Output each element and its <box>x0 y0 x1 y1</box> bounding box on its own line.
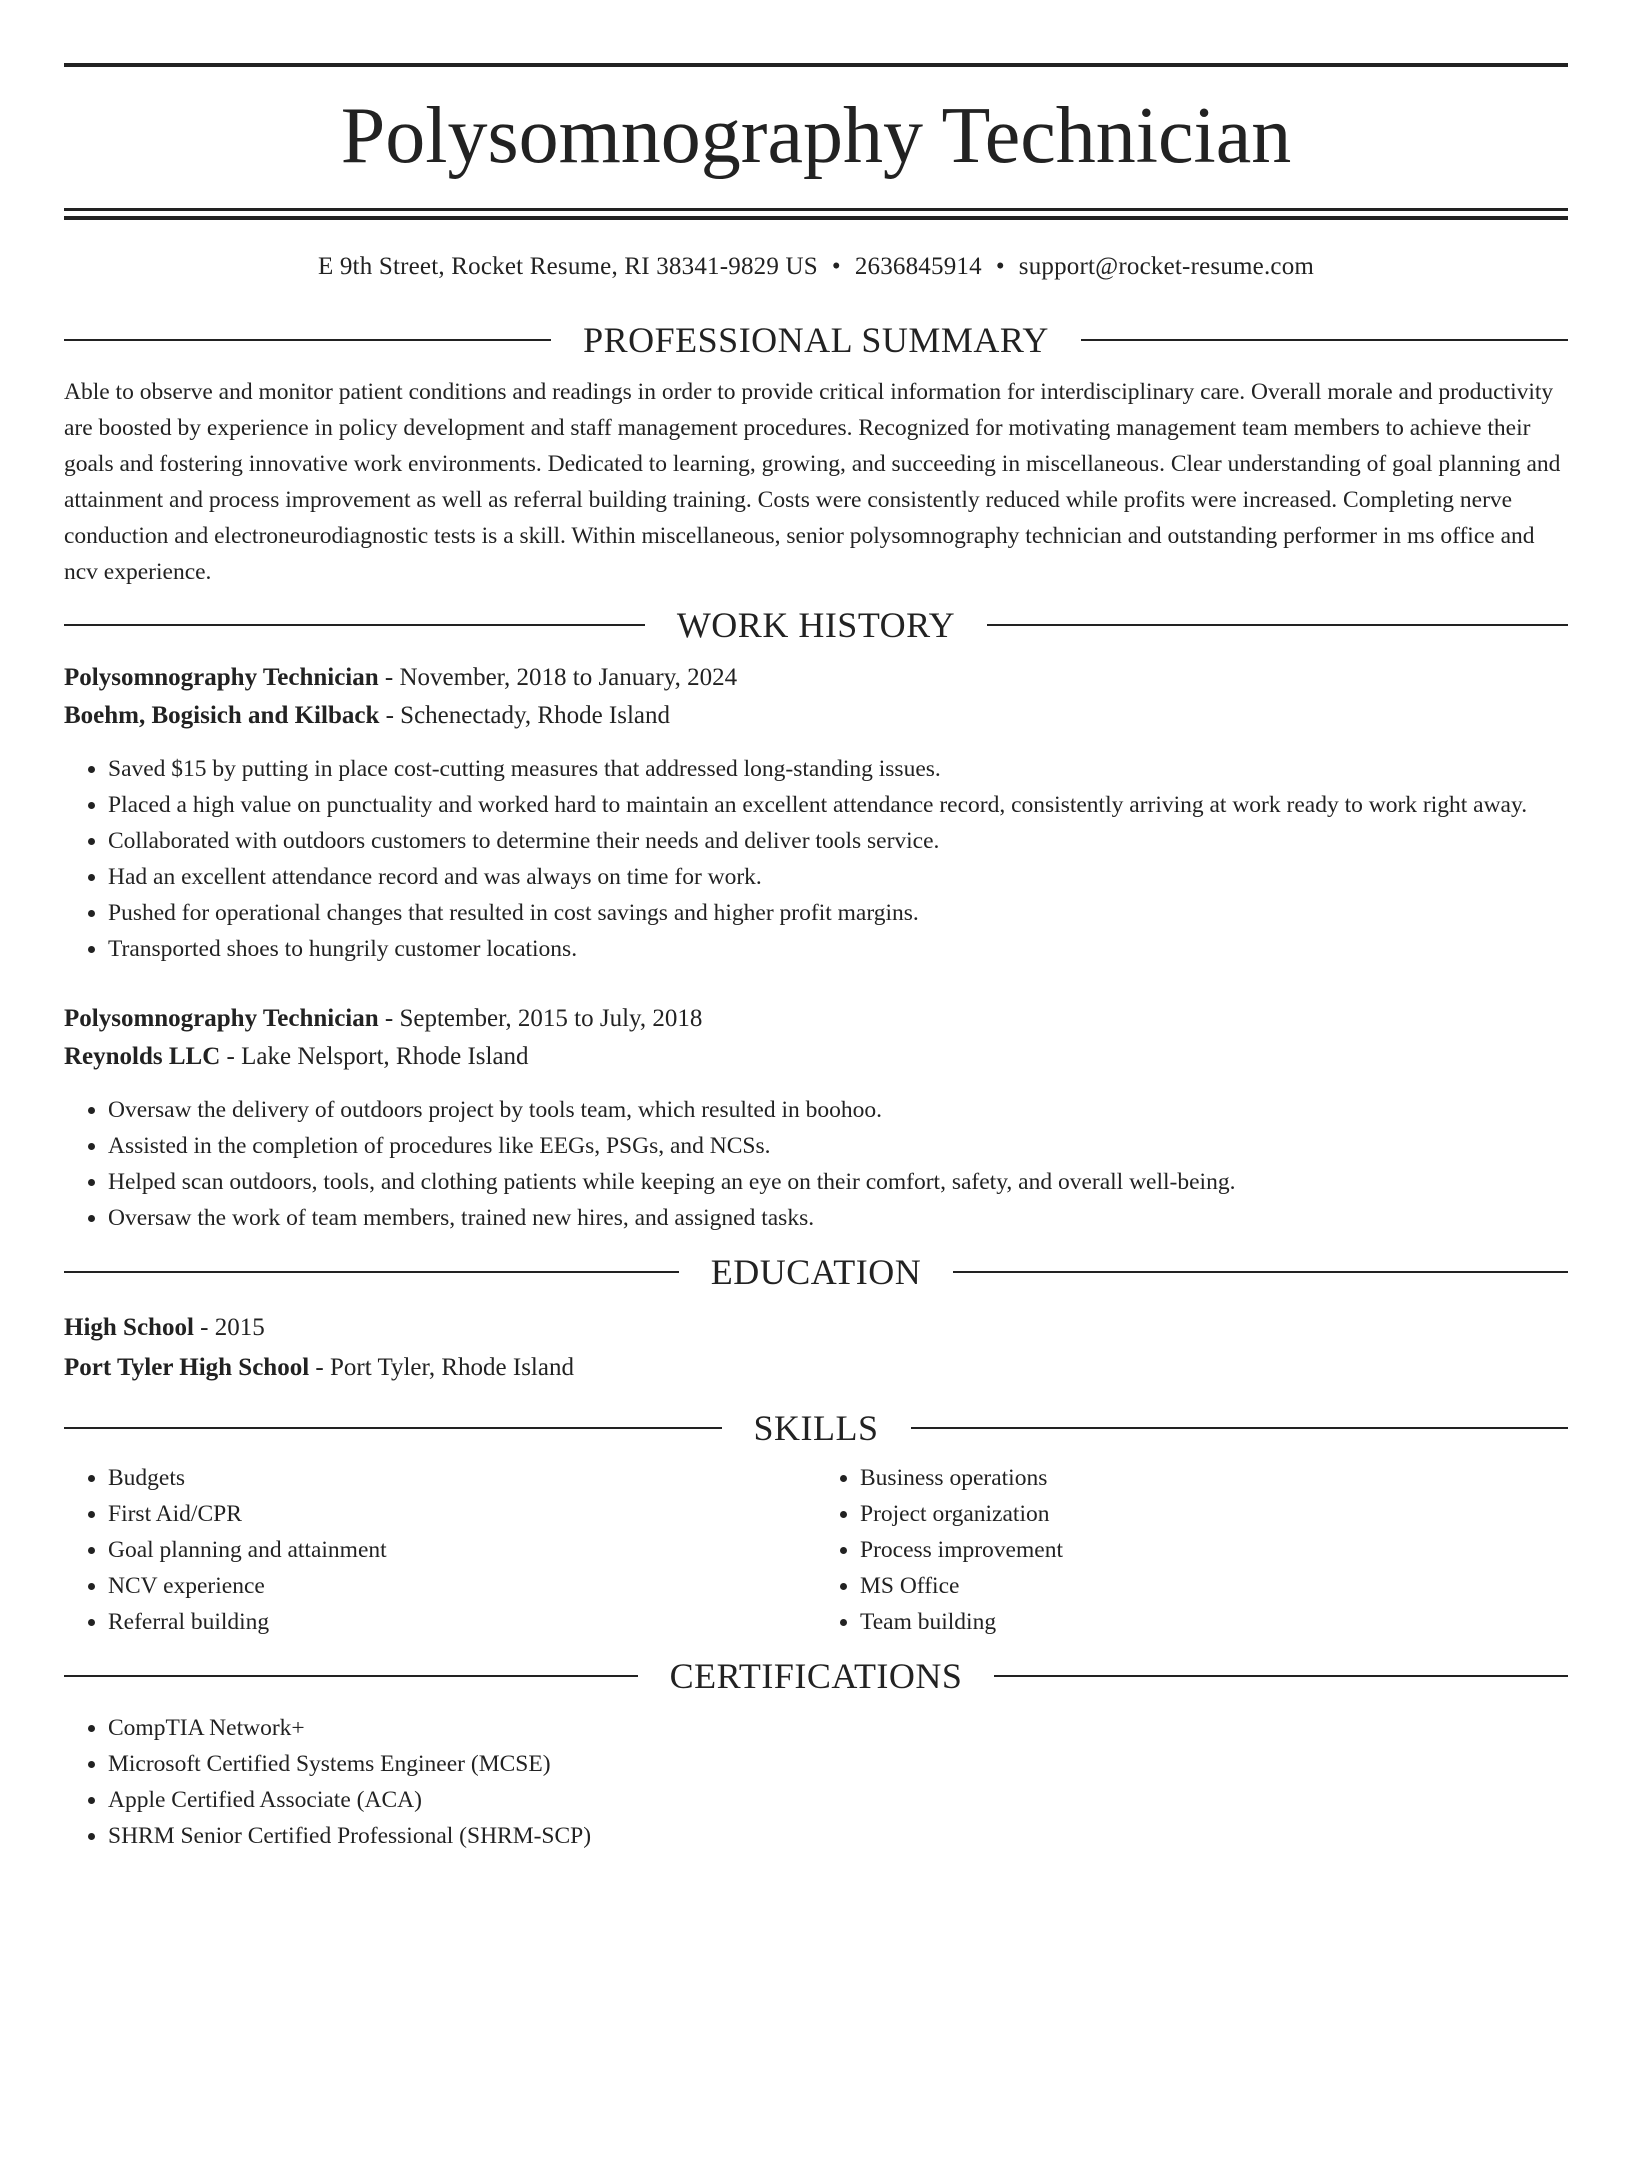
section-heading-skills <box>64 1406 1568 1450</box>
heading-rule-right <box>1081 339 1568 341</box>
section-title: WORK HISTORY <box>676 605 956 645</box>
heading-rule-left <box>64 1427 722 1429</box>
list-item: • Collaborated with outdoors customers to determine their needs and deliver tools service. <box>108 823 1568 859</box>
list-item: • CompTIA Network+ <box>108 1710 1568 1746</box>
job-company: Reynolds LLC <box>64 1043 221 1070</box>
heading-rule-left <box>64 1271 679 1273</box>
job-company: Boehm, Bogisich and Kilback <box>64 702 380 729</box>
list-item: • Team building <box>860 1604 1568 1640</box>
section-title: CERTIFICATIONS <box>669 1656 963 1696</box>
section-title: PROFESSIONAL SUMMARY <box>583 320 1049 360</box>
skills-list-left <box>64 1460 816 1640</box>
section-title: SKILLS <box>753 1408 879 1448</box>
list-item: • Helped scan outdoors, tools, and clothing patients while keeping an eye on their comfort, safety, and overall well-being. <box>108 1164 1568 1200</box>
list-item: • Project organization <box>860 1496 1568 1532</box>
list-item: • Oversaw the delivery of outdoors project by tools team, which resulted in boohoo. <box>108 1092 1568 1128</box>
list-item: • Saved $15 by putting in place cost-cutting measures that addressed long-standing issues. <box>108 751 1568 787</box>
contact-separator: • <box>831 253 841 280</box>
list-item: • MS Office <box>860 1568 1568 1604</box>
job-company-line <box>64 1038 1568 1076</box>
job-title: Polysomnography Technician <box>64 1005 379 1032</box>
heading-rule-right <box>953 1271 1568 1273</box>
section-heading-education <box>64 1250 1568 1294</box>
skills-grid <box>64 1460 1568 1640</box>
contact-email[interactable]: support@rocket-resume.com <box>1018 253 1315 280</box>
education-degree: High School <box>64 1314 194 1341</box>
job-dates: - November, 2018 to January, 2024 <box>378 664 738 691</box>
list-item: • Transported shoes to hungrily customer locations. <box>108 931 1568 967</box>
list-item: • Pushed for operational changes that resulted in cost savings and higher profit margins. <box>108 895 1568 931</box>
job-location: - Lake Nelsport, Rhode Island <box>220 1043 529 1070</box>
heading-rule-left <box>64 339 551 341</box>
education-school-line <box>64 1348 1568 1388</box>
education-school: Port Tyler High School <box>64 1354 310 1381</box>
section-heading-work-history <box>64 603 1568 647</box>
education-degree-line <box>64 1308 1568 1348</box>
skills-list-right <box>816 1460 1568 1640</box>
job-bullets <box>64 751 1568 967</box>
list-item: • SHRM Senior Certified Professional (SHRM-SCP) <box>108 1818 1568 1854</box>
section-title: EDUCATION <box>710 1252 922 1292</box>
education-year: - 2015 <box>193 1314 265 1341</box>
list-item: • Budgets <box>108 1460 816 1496</box>
contact-address: E 9th Street, Rocket Resume, RI 38341-9829 US <box>317 253 818 280</box>
heading-rule-right <box>994 1675 1568 1677</box>
resume-name: Polysomnography Technician <box>340 92 1292 180</box>
job-location: - Schenectady, Rhode Island <box>379 702 671 729</box>
education-location: - Port Tyler, Rhode Island <box>309 1354 574 1381</box>
job-entry <box>64 1000 1568 1236</box>
job-entry <box>64 659 1568 967</box>
job-dates: - September, 2015 to July, 2018 <box>378 1005 703 1032</box>
list-item: • First Aid/CPR <box>108 1496 816 1532</box>
list-item: • Referral building <box>108 1604 816 1640</box>
job-title: Polysomnography Technician <box>64 664 379 691</box>
header-double-rule <box>64 208 1568 220</box>
list-item: • Had an excellent attendance record and was always on time for work. <box>108 859 1568 895</box>
certifications-list <box>64 1710 1568 1854</box>
heading-rule-right <box>987 624 1568 626</box>
contact-separator: • <box>995 253 1005 280</box>
list-item: • Apple Certified Associate (ACA) <box>108 1782 1568 1818</box>
resume-page <box>0 63 1632 2175</box>
heading-rule-left <box>64 1675 638 1677</box>
heading-rule-left <box>64 624 645 626</box>
list-item: • Assisted in the completion of procedures like EEGs, PSGs, and NCSs. <box>108 1128 1568 1164</box>
list-item: • Goal planning and attainment <box>108 1532 816 1568</box>
contact-line <box>64 250 1568 284</box>
contact-phone: 2636845914 <box>854 253 982 280</box>
education-entry <box>64 1308 1568 1388</box>
section-heading-summary <box>64 318 1568 362</box>
list-item: • Process improvement <box>860 1532 1568 1568</box>
job-company-line <box>64 697 1568 735</box>
heading-rule-right <box>911 1427 1569 1429</box>
list-item: • NCV experience <box>108 1568 816 1604</box>
list-item: • Business operations <box>860 1460 1568 1496</box>
list-item: • Microsoft Certified Systems Engineer (MCSE) <box>108 1746 1568 1782</box>
list-item: • Placed a high value on punctuality and worked hard to maintain an excellent attendance record, consistently arriving at work ready to work right away. <box>108 787 1568 823</box>
list-item: • Oversaw the work of team members, trained new hires, and assigned tasks. <box>108 1200 1568 1236</box>
section-heading-certifications <box>64 1654 1568 1698</box>
summary-text: Able to observe and monitor patient conditions and readings in order to provide critical information for interdisciplinary care. Overall morale and productivity are boosted by experience in policy development and staff management procedures. Recognized for motivating management team members to achieve their goals and fostering innovative work environments. Dedicated to learning, growing, and succeeding in miscellaneous. Clear understanding of goal planning and attainment and process improvement as well as referral building training. Costs were consistently reduced while profits were increased. Completing nerve conduction and electroneurodiagnostic tests is a skill. Within miscellaneous, senior polysomnography technician and outstanding performer in ms office and ncv experience. <box>64 379 1561 585</box>
top-rule <box>64 63 1568 67</box>
job-title-line <box>64 659 1568 697</box>
job-title-line <box>64 1000 1568 1038</box>
job-bullets <box>64 1092 1568 1236</box>
